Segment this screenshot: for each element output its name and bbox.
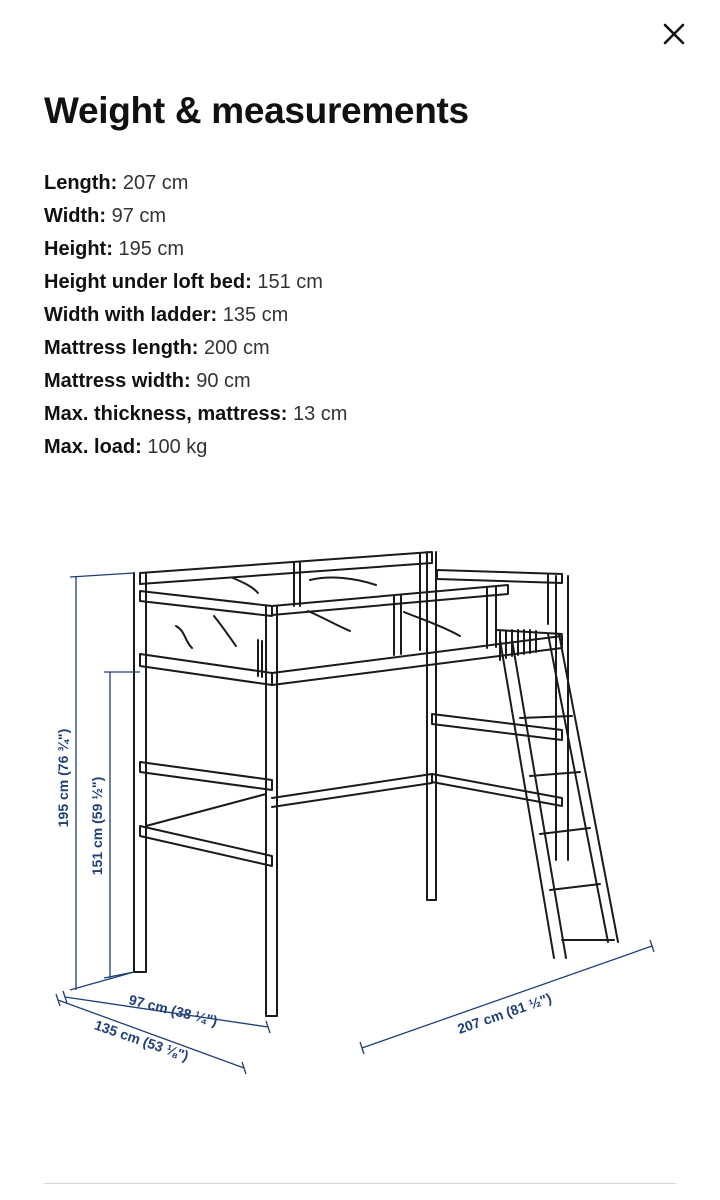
dim-label-length: 207 cm (81 ½"): [455, 989, 554, 1037]
dim-label-width-with-ladder: 135 cm (53 ⅛"): [92, 1016, 191, 1064]
spec-label: Width:: [44, 205, 107, 227]
spec-mattress-length: [44, 333, 347, 366]
measurements-list: [44, 168, 347, 465]
loft-bed-diagram: [0, 520, 720, 1090]
spec-max-load: [44, 432, 347, 465]
spec-label: Length:: [44, 172, 118, 194]
spec-label: Height under loft bed:: [44, 271, 252, 293]
close-button[interactable]: [654, 14, 694, 54]
spec-value: 90 cm: [196, 370, 251, 392]
spec-mattress-width: [44, 366, 347, 399]
spec-value: 135 cm: [222, 304, 289, 326]
spec-label: Max. load:: [44, 436, 142, 458]
spec-label: Max. thickness, mattress:: [44, 403, 288, 425]
dim-label-height-under-bed: 151 cm (59 ½"): [89, 776, 105, 876]
bed-frame: [134, 552, 618, 1016]
divider: [44, 1183, 676, 1184]
spec-width: [44, 201, 347, 234]
close-icon: [663, 23, 685, 45]
spec-height: [44, 234, 347, 267]
spec-label: Mattress length:: [44, 337, 199, 359]
spec-value: 100 kg: [147, 436, 208, 458]
page-title: Weight & measurements: [44, 90, 469, 131]
spec-value: 13 cm: [293, 403, 348, 425]
spec-width-with-ladder: [44, 300, 347, 333]
spec-value: 97 cm: [111, 205, 167, 227]
spec-label: Width with ladder:: [44, 304, 218, 326]
spec-value: 200 cm: [204, 337, 270, 359]
spec-length: [44, 168, 347, 201]
spec-max-mattress-thickness: [44, 399, 347, 432]
dim-label-width: 97 cm (38 ¼"): [127, 991, 220, 1029]
spec-label: Height:: [44, 238, 113, 260]
spec-value: 151 cm: [257, 271, 323, 293]
spec-value: 207 cm: [122, 172, 189, 194]
spec-label: Mattress width:: [44, 370, 191, 392]
dim-label-height: 195 cm (76 ¾"): [55, 728, 71, 828]
spec-height-under-bed: [44, 267, 347, 300]
spec-value: 195 cm: [118, 238, 185, 260]
